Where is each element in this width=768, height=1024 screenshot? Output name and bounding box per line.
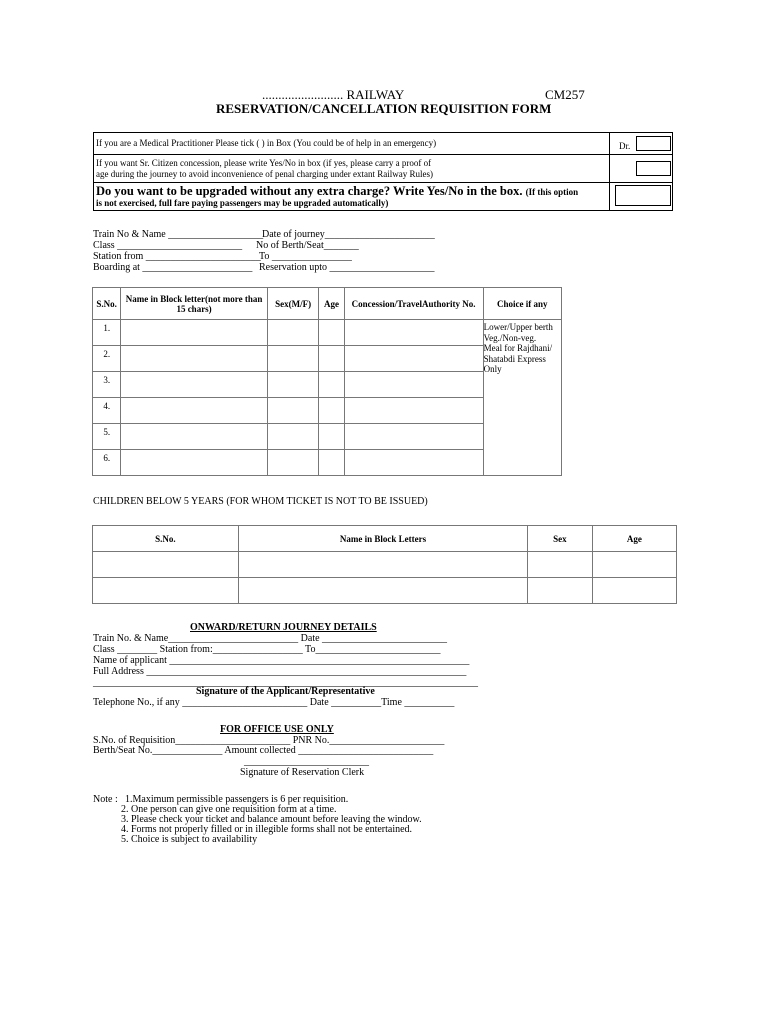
concession-cell[interactable] <box>344 424 483 450</box>
name-cell[interactable] <box>121 398 267 424</box>
concession-cell[interactable] <box>344 450 483 476</box>
passenger-table <box>92 287 562 476</box>
senior-citizen-text-1: If you want Sr. Citizen concession, please write Yes/No in box (if yes, please carry a proof of <box>96 158 432 168</box>
divider <box>93 182 673 183</box>
full-address-field-2[interactable]: _____________________________________________________________________________ <box>93 677 478 688</box>
choice-text-5: Only <box>483 364 502 374</box>
station-from-field[interactable]: Station from _______________________ <box>93 251 261 262</box>
concession-cell[interactable] <box>344 346 483 372</box>
age-cell[interactable] <box>319 398 344 424</box>
full-address-field[interactable]: Full Address ________________________________________________________________ <box>93 666 467 677</box>
header-concession: Concession/TravelAuthority No. <box>344 288 483 320</box>
office-use-title: FOR OFFICE USE ONLY <box>220 724 334 735</box>
concession-cell[interactable] <box>344 398 483 424</box>
header-sex: Sex(M/F) <box>267 288 319 320</box>
concession-cell[interactable] <box>344 320 483 346</box>
clerk-signature-line[interactable]: _________________________ <box>244 756 369 767</box>
name-cell[interactable] <box>121 320 267 346</box>
onward-class-field[interactable]: Class ________ Station from:__________________ To_________________________ <box>93 644 441 655</box>
row-sno: 1. <box>93 320 121 346</box>
date-of-journey-field[interactable]: Date of journey______________________ <box>262 229 435 240</box>
onward-journey-title: ONWARD/RETURN JOURNEY DETAILS <box>190 622 377 633</box>
name-cell[interactable] <box>121 346 267 372</box>
upgrade-question <box>96 184 578 199</box>
station-to-field[interactable]: To ________________ <box>259 251 352 262</box>
header-sno: S.No. <box>93 288 121 320</box>
medical-tick-box[interactable] <box>636 136 671 151</box>
senior-citizen-text-2: age during the journey to avoid inconvenience of penal charging under extant Railway Rules) <box>96 169 433 179</box>
sex-cell[interactable] <box>267 424 319 450</box>
sex-cell[interactable] <box>267 372 319 398</box>
applicant-signature-label: Signature of the Applicant/Representative <box>196 686 375 697</box>
upgrade-question-main: Do you want to be upgraded without any extra charge? Write Yes/No in the box. <box>96 184 523 198</box>
choice-text-1: Lower/Upper berth <box>483 322 553 332</box>
sex-cell[interactable] <box>267 450 319 476</box>
row-sno: 3. <box>93 372 121 398</box>
table-header-row <box>93 288 562 320</box>
child-sex-cell[interactable] <box>528 578 593 604</box>
child-age-cell[interactable] <box>592 552 676 578</box>
table-row <box>93 552 677 578</box>
header-choice: Choice if any <box>483 288 561 320</box>
row-sno: 4. <box>93 398 121 424</box>
note-item-1: 1.Maximum permissible passengers is 6 per requisition. <box>125 794 349 805</box>
row-sno: 6. <box>93 450 121 476</box>
children-table <box>92 525 677 604</box>
header-age: Age <box>319 288 344 320</box>
no-of-berth-field[interactable]: No of Berth/Seat_______ <box>256 240 359 251</box>
berth-amount-field[interactable]: Berth/Seat No.______________ Amount collected ___________________________ <box>93 745 434 756</box>
age-cell[interactable] <box>319 450 344 476</box>
note-item-4: 4. Forms not properly filled or in illegible forms shall not be entertained. <box>121 824 413 835</box>
choice-text-4: Shatabdi Express <box>483 353 546 364</box>
child-header-sno: S.No. <box>93 526 239 552</box>
child-name-cell[interactable] <box>238 578 527 604</box>
train-no-name-field[interactable]: Train No & Name ___________________ <box>93 229 264 240</box>
age-cell[interactable] <box>319 346 344 372</box>
choice-text-2: Veg./Non-veg. <box>483 332 537 343</box>
note-item-2: 2. One person can give one requisition form at a time. <box>121 804 337 815</box>
note-item-5: 5. Choice is subject to availability <box>121 834 258 845</box>
applicant-name-field[interactable]: Name of applicant ____________________________________________________________ <box>93 655 470 666</box>
form-code: CM257 <box>545 87 585 102</box>
table-row <box>93 320 562 346</box>
table-header-row <box>93 526 677 552</box>
row-sno: 2. <box>93 346 121 372</box>
age-cell[interactable] <box>319 424 344 450</box>
telephone-field[interactable]: Telephone No., if any _________________________ Date __________Time __________ <box>93 697 455 708</box>
divider <box>93 154 673 155</box>
name-cell[interactable] <box>121 424 267 450</box>
header-name: Name in Block letter(not more than 15 chars) <box>121 288 267 320</box>
sex-cell[interactable] <box>267 346 319 372</box>
senior-citizen-box[interactable] <box>636 161 671 176</box>
onward-train-field[interactable]: Train No. & Name__________________________ Date _________________________ <box>93 633 448 644</box>
table-row <box>93 578 677 604</box>
concession-cell[interactable] <box>344 372 483 398</box>
child-header-name: Name in Block Letters <box>238 526 527 552</box>
requisition-no-field[interactable]: S.No. of Requisition_______________________ PNR No._______________________ <box>93 735 445 746</box>
upgrade-question-note-2: is not exercised, full fare paying passengers may be upgraded automatically) <box>96 198 389 208</box>
sex-cell[interactable] <box>267 320 319 346</box>
age-cell[interactable] <box>319 372 344 398</box>
upgrade-question-note: (If this option <box>525 187 579 197</box>
divider <box>609 132 610 211</box>
note-item-3: 3. Please check your ticket and balance amount before leaving the window. <box>121 814 422 825</box>
choice-cell <box>483 320 561 476</box>
upgrade-box[interactable] <box>615 185 671 206</box>
railway-name-line: ......................... RAILWAY <box>262 87 405 102</box>
choice-text-3: Meal for Rajdhani/ <box>483 343 553 353</box>
name-cell[interactable] <box>121 450 267 476</box>
boarding-at-field[interactable]: Boarding at ______________________ <box>93 262 253 273</box>
child-sno-cell[interactable] <box>93 578 239 604</box>
child-sno-cell[interactable] <box>93 552 239 578</box>
medical-practitioner-text: If you are a Medical Practitioner Please tick ( ) in Box (You could be of help in an emergency) <box>96 138 437 148</box>
note-label: Note : <box>93 794 118 805</box>
child-header-age: Age <box>592 526 676 552</box>
child-age-cell[interactable] <box>592 578 676 604</box>
clerk-signature-label: Signature of Reservation Clerk <box>240 767 365 778</box>
age-cell[interactable] <box>319 320 344 346</box>
form-title: RESERVATION/CANCELLATION REQUISITION FORM <box>216 101 552 116</box>
child-name-cell[interactable] <box>238 552 527 578</box>
reservation-upto-field[interactable]: Reservation upto _____________________ <box>259 262 435 273</box>
dr-label: Dr. <box>619 141 631 151</box>
children-title: CHILDREN BELOW 5 YEARS (FOR WHOM TICKET IS NOT TO BE ISSUED) <box>93 496 428 507</box>
child-header-sex: Sex <box>528 526 593 552</box>
name-cell[interactable] <box>121 372 267 398</box>
class-field[interactable]: Class _________________________ <box>93 240 243 251</box>
sex-cell[interactable] <box>267 398 319 424</box>
child-sex-cell[interactable] <box>528 552 593 578</box>
row-sno: 5. <box>93 424 121 450</box>
